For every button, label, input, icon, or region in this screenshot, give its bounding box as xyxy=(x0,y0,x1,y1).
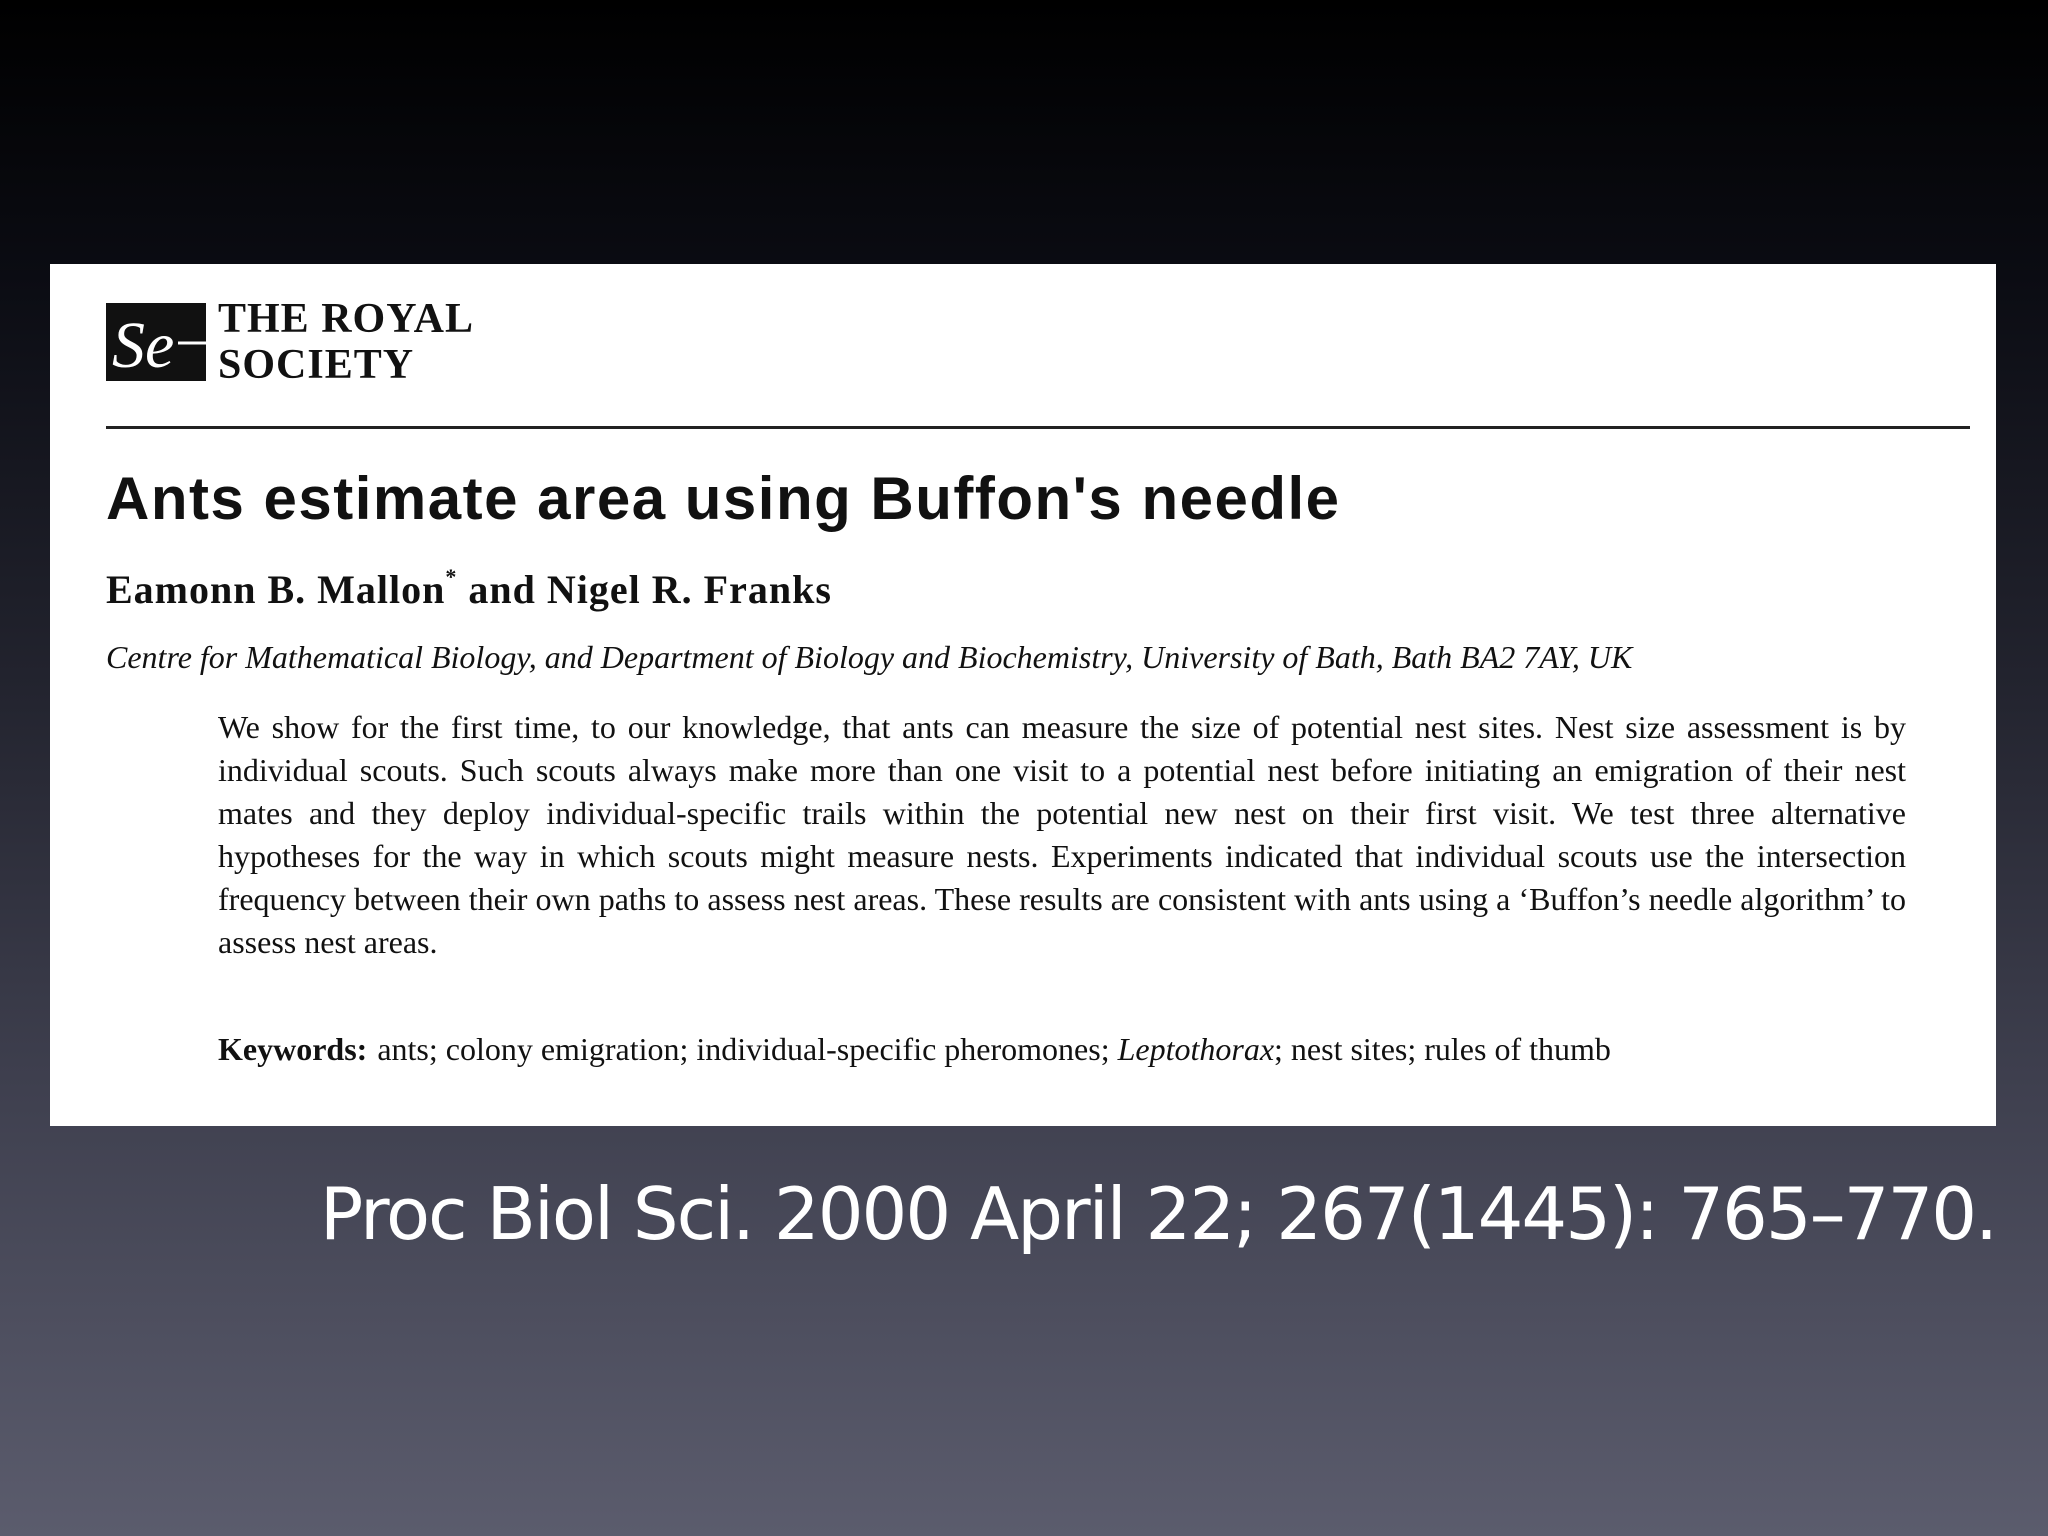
keywords-genus: Leptothorax xyxy=(1117,1031,1275,1067)
abstract: We show for the first time, to our knowledge, that ants can measure the size of potential nest sites. Nest size assessment is by individual scouts. Such scouts always make more than one visit to a potential nest before initiating an emigration of their nest mates and they deploy individual-specific trails within the potential new nest on their first visit. We test three alternative hypotheses for the way in which scouts might measure nests. Experiments indicated that individual scouts use the intersection frequency between their own paths to assess nest areas. These results are consistent with ants using a ‘Buffon’s needle algorithm’ to assess nest areas. xyxy=(218,709,1906,960)
author-mallon: Eamonn B. Mallon xyxy=(106,567,446,612)
royal-society-emblem-icon xyxy=(106,303,206,381)
author-line xyxy=(106,566,832,613)
royal-society-wordmark xyxy=(218,296,474,388)
keywords xyxy=(218,1028,1627,1071)
keywords-label: Keywords: xyxy=(218,1031,368,1067)
keywords-list xyxy=(377,1028,1627,1071)
royal-society-logo xyxy=(106,296,474,388)
header-divider xyxy=(106,426,1970,429)
paper-header-image xyxy=(50,264,1996,1126)
emblem-letters: Se xyxy=(112,309,175,381)
citation: Proc Biol Sci. 2000 April 22; 267(1445): 765–770. xyxy=(319,1172,1996,1256)
author-franks: and Nigel R. Franks xyxy=(457,567,832,612)
corresponding-author-mark: * xyxy=(445,564,458,589)
keywords-part-2: ; nest sites; rules of thumb xyxy=(1274,1031,1611,1067)
affiliation: Centre for Mathematical Biology, and Department of Biology and Biochemistry, University of Bath, Bath BA2 7AY, UK xyxy=(106,639,1633,675)
wordmark-line-1: THE ROYAL xyxy=(218,296,475,342)
wordmark-line-2: SOCIETY xyxy=(218,342,415,388)
emblem-glyph-icon xyxy=(106,303,206,381)
keywords-part-1: ants; colony emigration; individual-specific pheromones; xyxy=(377,1031,1118,1067)
paper-title: Ants estimate area using Buffon's needle xyxy=(106,465,1341,532)
